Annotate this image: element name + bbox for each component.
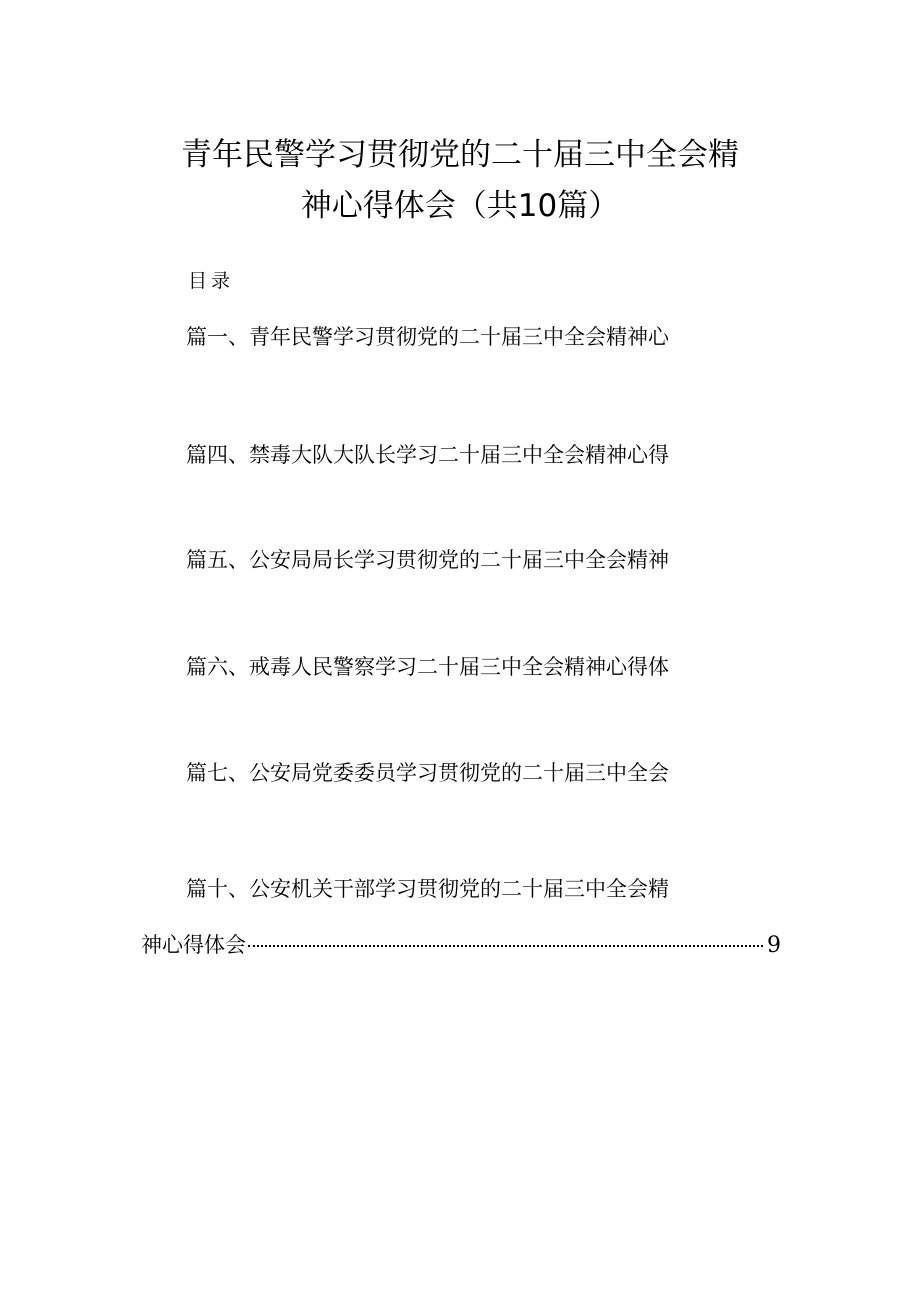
toc-dot-leader (248, 945, 763, 947)
document-title-line-2: 神心得体会（共10篇） (300, 188, 620, 224)
toc-entry-4[interactable]: 篇四、禁毒大队大队长学习二十届三中全会精神心得 (186, 443, 669, 467)
toc-entry-10-continuation-text: 神心得体会 (141, 933, 246, 957)
toc-entry-10[interactable]: 篇十、公安机关干部学习贯彻党的二十届三中全会精 (186, 877, 669, 901)
toc-page-number: 9 (767, 933, 781, 958)
toc-heading: 目录 (188, 270, 235, 292)
document-title-line-1: 青年民警学习贯彻党的二十届三中全会精 (181, 137, 739, 173)
toc-entry-5[interactable]: 篇五、公安局局长学习贯彻党的二十届三中全会精神 (186, 548, 669, 572)
toc-entry-10-continuation[interactable] (141, 930, 781, 960)
toc-entry-6[interactable]: 篇六、戒毒人民警察学习二十届三中全会精神心得体 (186, 655, 669, 679)
toc-entry-7[interactable]: 篇七、公安局党委委员学习贯彻党的二十届三中全会 (186, 761, 669, 785)
toc-entry-1[interactable]: 篇一、青年民警学习贯彻党的二十届三中全会精神心 (186, 325, 669, 349)
